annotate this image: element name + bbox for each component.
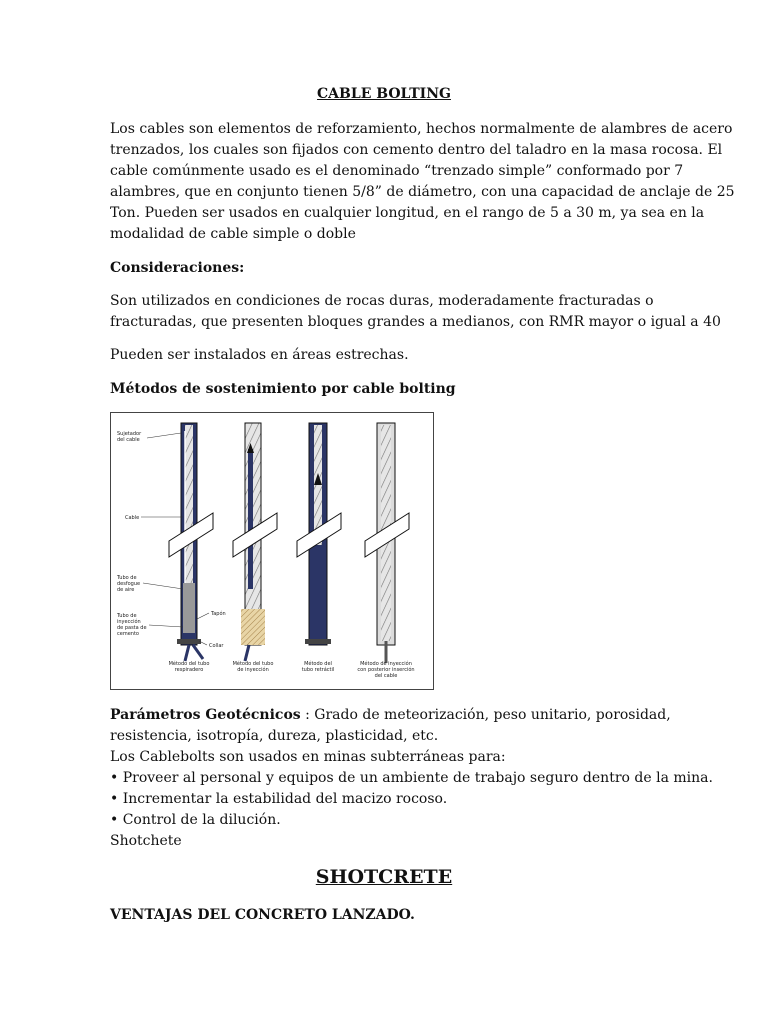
break-lines <box>169 513 409 557</box>
caption-4-line-3: del cable <box>374 673 398 679</box>
intro-line: modalidad de cable simple o doble <box>110 226 356 242</box>
considerations-line: Son utilizados en condiciones de rocas duras, moderadamente fracturadas o <box>110 293 654 309</box>
params-text: : Grado de meteorización, peso unitario, porosidad, <box>300 707 671 723</box>
caption-2-line-2: de inyección <box>237 667 269 673</box>
caption-2-line-1: Método del tubo <box>232 661 274 667</box>
params-paragraph <box>110 705 713 852</box>
considerations-heading: Consideraciones: <box>110 260 245 276</box>
intro-line: Los cables son elementos de reforzamiento, hechos normalmente de alambres de acero <box>110 121 733 137</box>
label-desfogue-2: desfogue <box>117 581 141 587</box>
intro-line: Ton. Pueden ser usados en cualquier longitud, en el rango de 5 a 30 m, ya sea en la <box>110 205 705 221</box>
caption-4-line-2: con posterior inserción <box>357 667 415 673</box>
label-sujetador-2: del cable <box>117 437 140 443</box>
intro-line: cable comúnmente usado es el denominado “trenzado simple” conformado por 7 <box>110 163 684 179</box>
page-title: CABLE BOLTING <box>317 86 451 102</box>
uses-intro: Los Cablebolts son usados en minas subterráneas para: <box>110 749 506 765</box>
params-line-2: resistencia, isotropía, dureza, plasticidad, etc. <box>110 728 439 744</box>
label-cable: Cable <box>125 515 140 521</box>
section-title: SHOTCRETE <box>315 866 453 888</box>
caption-4-line-1: Método de inyección <box>360 661 412 667</box>
methods-illustration <box>111 413 433 689</box>
caption-1-line-2: respiradero <box>174 667 204 673</box>
label-sujetador-1: Sujetador <box>117 431 142 437</box>
label-inyeccion-3: de pasta de <box>117 625 147 631</box>
intro-paragraph <box>110 119 735 245</box>
methods-heading: Métodos de sostenimiento por cable bolting <box>110 381 456 397</box>
label-collar: Collar <box>209 643 224 649</box>
intro-line: alambres, que en conjunto tienen 5/8” de diámetro, con una capacidad de anclaje de 25 <box>110 184 735 200</box>
considerations-paragraph <box>110 291 721 333</box>
label-inyeccion-1: Tubo de <box>117 613 137 619</box>
uses-item: • Control de la dilución. <box>110 812 281 828</box>
figure-captions <box>169 660 415 679</box>
uses-item: • Incrementar la estabilidad del macizo rocoso. <box>110 791 448 807</box>
caption-3-line-2: tubo retráctil <box>301 667 335 673</box>
subsection-heading: VENTAJAS DEL CONCRETO LANZADO. <box>110 907 415 923</box>
label-desfogue-1: Tubo de <box>117 575 137 581</box>
narrow-areas-text: Pueden ser instalados en áreas estrechas. <box>110 347 409 363</box>
shotchete-text: Shotchete <box>110 833 182 849</box>
considerations-line: fracturadas, que presenten bloques grandes a medianos, con RMR mayor o igual a 40 <box>110 314 721 330</box>
cable-bolting-methods-figure <box>110 412 434 690</box>
label-inyeccion-2: inyección <box>117 619 141 625</box>
caption-1-line-1: Método del tubo <box>168 661 210 667</box>
params-line-1 <box>110 705 670 726</box>
label-desfogue-3: de aire <box>117 587 135 593</box>
uses-item: • Proveer al personal y equipos de un ambiente de trabajo seguro dentro de la mina. <box>110 770 713 786</box>
label-inyeccion-4: cemento <box>117 631 139 637</box>
params-label: Parámetros Geotécnicos <box>110 707 301 723</box>
caption-3-line-1: Método del <box>304 661 332 667</box>
label-tapon: Tapón <box>211 611 226 617</box>
intro-line: trenzados, los cuales son fijados con cemento dentro del taladro en la masa rocosa. El <box>110 142 723 158</box>
